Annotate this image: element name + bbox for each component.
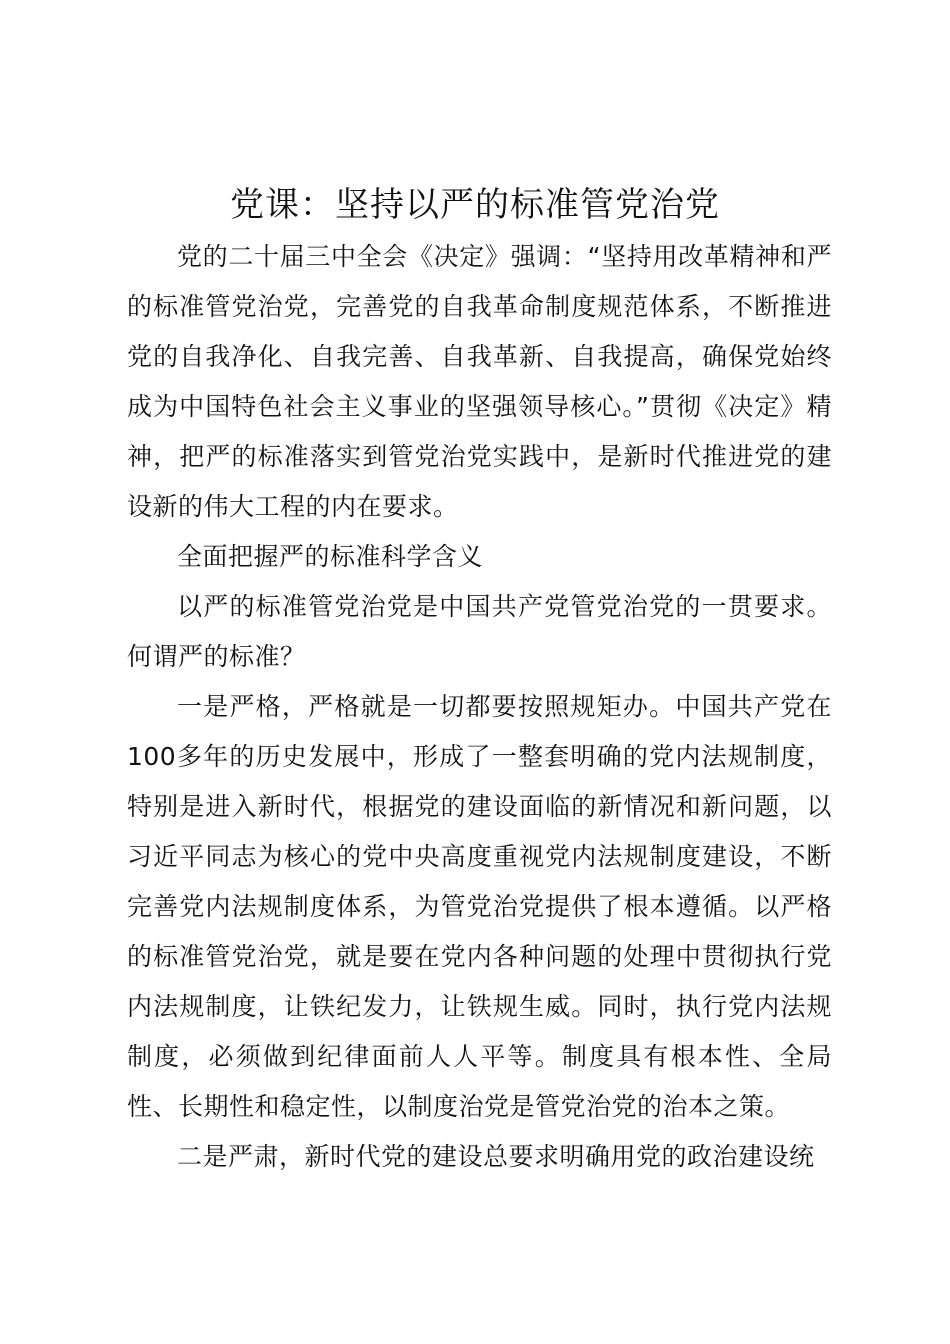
paragraph-point-one: 一是严格，严格就是一切都要按照规矩办。中国共产党在100多年的历史发展中，形成了一整套明确的党内法规制度，特别是进入新时代，根据党的建设面临的新情况和新问题，以习近平同志为核心的党中央高度重视党内法规制度建设，不断完善党内法规制度体系，为管党治党提供了根本遵循。以严格的标准管党治党，就是要在党内各种问题的处理中贯彻执行党内法规制度，让铁纪发力，让铁规生威。同时，执行党内法规制度，必须做到纪律面前人人平等。制度具有根本性、全局性、长期性和稳定性，以制度治党是管党治党的治本之策。	[127, 692, 832, 1121]
paragraph-definition: 以严的标准管党治党是中国共产党管党治党的一贯要求。何谓严的标准？	[127, 592, 832, 671]
section-heading: 全面把握严的标准科学含义	[177, 542, 484, 571]
paragraph-point-two: 二是严肃，新时代党的建设总要求明确用党的政治建设统	[177, 1142, 815, 1171]
paragraph-intro: 党的二十届三中全会《决定》强调：“坚持用改革精神和严的标准管党治党，完善党的自我革命制度规范体系，不断推进党的自我净化、自我完善、自我革新、自我提高，确保党始终成为中国特色社会主义事业的坚强领导核心。”贯彻《决定》精神，把严的标准落实到管党治党实践中，是新时代推进党的建设新的伟大工程的内在要求。	[127, 242, 832, 521]
document-body	[127, 232, 832, 1182]
document-title: 党课：坚持以严的标准管党治党	[230, 185, 720, 225]
